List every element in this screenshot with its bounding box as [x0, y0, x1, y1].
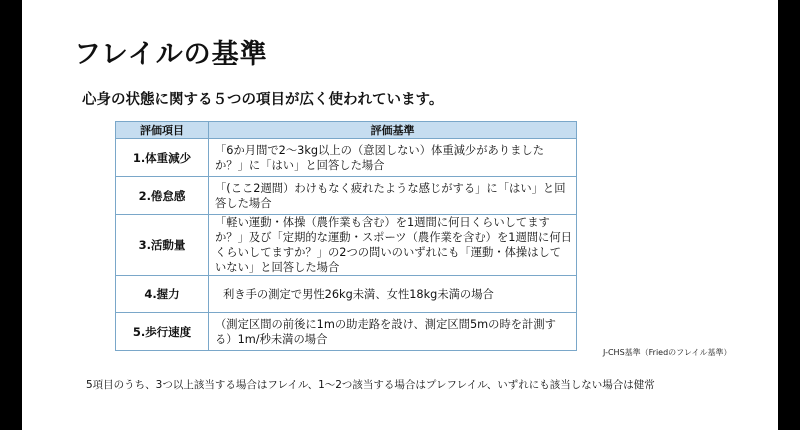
row-item: 3.活動量 [116, 215, 209, 276]
frailty-criteria-table [115, 121, 577, 351]
row-item: 5.歩行速度 [116, 313, 209, 351]
table-row [116, 276, 577, 313]
row-item: 2.倦怠感 [116, 177, 209, 215]
row-criterion: 「6か月間で2～3kg以上の（意図しない）体重減少がありましたか？」に「はい」と回答した場合 [209, 139, 577, 177]
row-item: 1.体重減少 [116, 139, 209, 177]
slide-title: フレイルの基準 [74, 39, 268, 70]
source-note: J-CHS基準（Friedのフレイル基準） [603, 348, 732, 357]
row-criterion: 利き手の測定で男性26kg未満、女性18kg未満の場合 [209, 276, 577, 313]
row-criterion: 「軽い運動・体操（農作業も含む）を1週間に何日くらいしてますか？」及び「定期的な運動・スポーツ（農作業を含む）を1週間に何日くらいしてますか？」の2つの問いのいずれにも「運動・体操はしていない」と回答した場合 [209, 215, 577, 276]
header-criterion: 評価基準 [209, 122, 577, 139]
table-row [116, 177, 577, 215]
table-row [116, 139, 577, 177]
slide-subtitle: 心身の状態に関する５つの項目が広く使われています。 [82, 92, 444, 108]
table-row [116, 313, 577, 351]
header-item: 評価項目 [116, 122, 209, 139]
row-criterion: 「(ここ2週間）わけもなく疲れたような感じがする」に「はい」と回答した場合 [209, 177, 577, 215]
slide [22, 0, 778, 430]
table-header-row [116, 122, 577, 139]
row-criterion: （測定区間の前後に1mの助走路を設け、測定区間5mの時を計測する）1m/秒未満の場合 [209, 313, 577, 351]
table-row [116, 215, 577, 276]
footnote: 5項目のうち、3つ以上該当する場合はフレイル、1〜2つ該当する場合はプレフレイル、いずれにも該当しない場合は健常 [86, 379, 655, 391]
row-item: 4.握力 [116, 276, 209, 313]
